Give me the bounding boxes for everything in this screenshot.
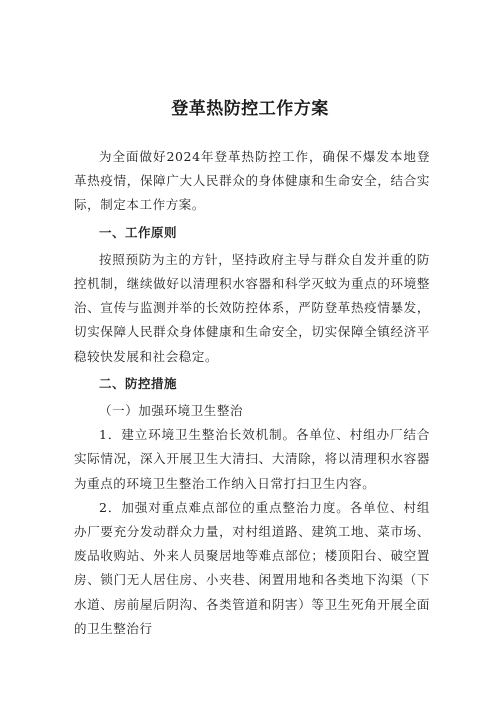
section-heading-principles: 一、工作原则 (99, 224, 178, 240)
measure-item-1: 1．建立环境卫生整治长效机制。各单位、村组办厂结合实际情况，深入开展卫生大清扫、大清除，将以清理积水容器为重点的环境卫生整治工作纳入日常打扫卫生内容。 (74, 427, 430, 491)
intro-paragraph: 为全面做好2024年登革热防控工作，确保不爆发本地登革热疫情，保障广大人民群众的身体健康和生命安全，结合实际，制定本工作方案。 (74, 149, 430, 213)
document-body (74, 145, 430, 641)
section-heading-measures: 二、防控措施 (99, 375, 178, 391)
principles-paragraph: 按照预防为主的方针，坚持政府主导与群众自发并重的防控机制，继续做好以清理积水容器和科学灭蚊为重点的环境整治、宣传与监测并举的长效防控体系，严防登革热疫情暴发，切实保障人民群众身体健康和生命安全，切实保障全镇经济平稳较快发展和社会稳定。 (74, 251, 430, 364)
document-title: 登革热防控工作方案 (171, 99, 329, 119)
subsection-heading-environment: （一）加强环境卫生整治 (99, 403, 244, 419)
measure-item-2: 2．加强对重点难点部位的重点整治力度。各单位、村组办厂要充分发动群众力量，对村组道路、建筑工地、菜市场、废品收购站、外来人员聚居地等难点部位；楼顶阳台、破空置房、锁门无人居住房、小夹巷、闲置用地和各类地下沟渠（下水道、房前屋后阴沟、各类管道和阴害）等卫生死角开展全面的卫生整治行 (74, 499, 430, 636)
